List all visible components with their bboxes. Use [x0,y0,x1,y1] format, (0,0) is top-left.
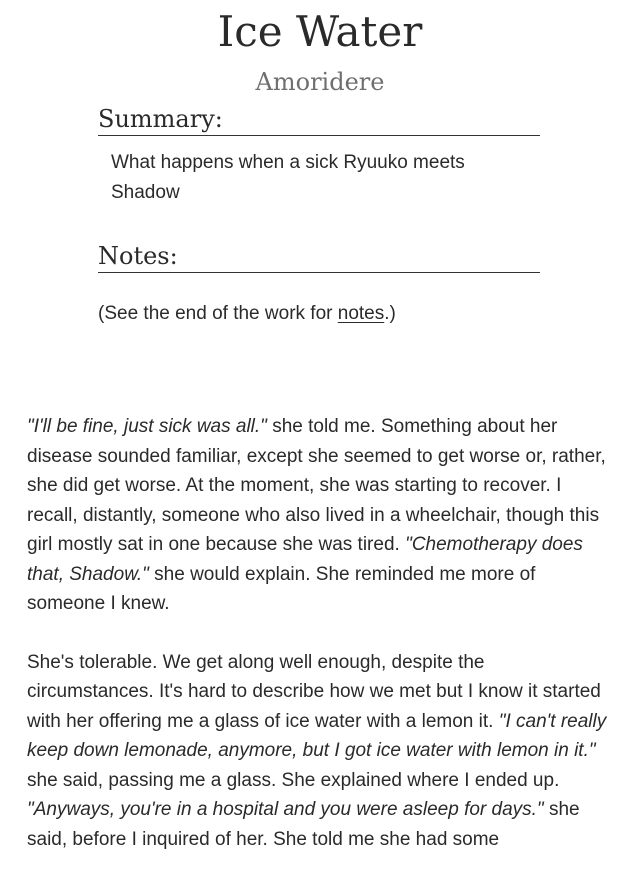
narration: She's tolerable. We get along well enough, despite the circumstances. It's hard to describe how we met but I know it started with her offering me a glass of ice water with a lemon it. [27,651,601,732]
summary-heading: Summary: [98,104,540,136]
dialogue: "Anyways, you're in a hospital and you were asleep for days." [27,799,544,820]
notes-text [98,299,538,329]
narration: she would explain. She reminded me more of someone I knew. [27,563,536,614]
work-author[interactable]: Amoridere [255,68,385,96]
notes-heading: Notes: [98,241,540,273]
dialogue: "I'll be fine, just sick was all." [27,416,267,437]
narration: she said, before I inquired of her. She told me she had some [27,799,580,850]
dialogue: "Chemotherapy does that, Shadow." [27,534,583,585]
dialogue: "I can't really keep down lemonade, anymore, but I got ice water with lemon in it." [27,710,607,761]
end-notes-link[interactable]: notes [337,303,385,324]
chapter-text [27,412,607,883]
narration: she said, passing me a glass. She explained where I ended up. [27,769,560,791]
notes-prefix: (See the end of the work for [98,303,338,324]
work-title: Ice Water [217,7,423,56]
notes-suffix: .) [384,303,396,324]
chapter-paragraph-1 [27,412,607,619]
summary-text: What happens when a sick Ryuuko meets Shadow [111,152,465,203]
narration: she told me. Something about her disease sounded familiar, except she seemed to get worse or, rather, she did get worse. At the moment, she was starting to recover. I recall, distantly, someone who also lived in a wheelchair, though this girl mostly sat in one because she was tired. [27,416,606,555]
chapter-paragraph-2 [27,648,607,855]
